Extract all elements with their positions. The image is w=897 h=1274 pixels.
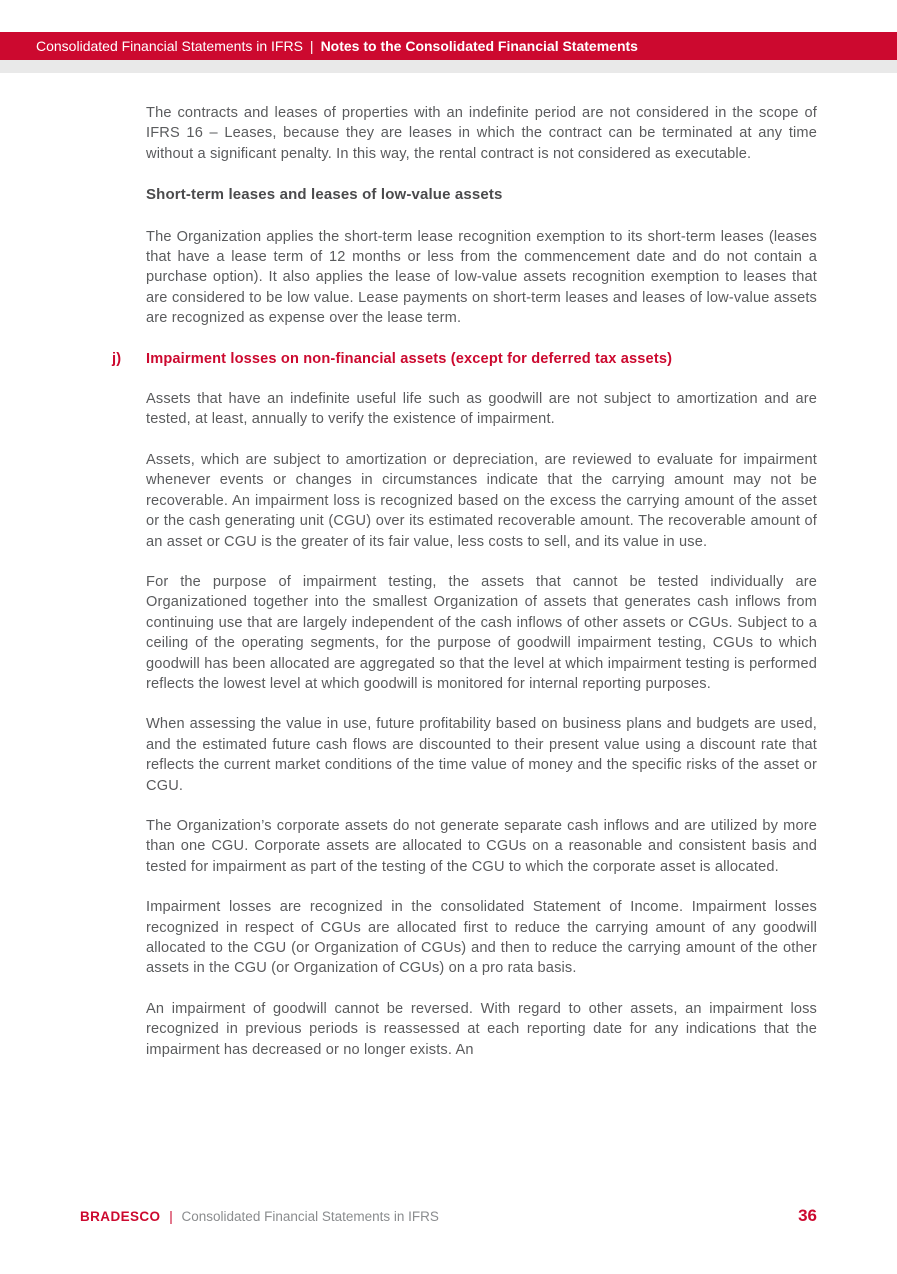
header-breadcrumb-right: Notes to the Consolidated Financial Statements <box>320 38 638 54</box>
header-divider: | <box>309 38 314 54</box>
paragraph-impairment-6: Impairment losses are recognized in the consolidated Statement of Income. Impairment losses recognized in respect of CGUs are allocated first to reduce the carrying amount of any goodwill allocated to the CGU (or Organization of CGUs) and then to reduce the carrying amount of the other assets in the CGU (or Organization of CGUs) on a pro rata basis. <box>146 899 817 977</box>
paragraph-impairment-1: Assets that have an indefinite useful life such as goodwill are not subject to amortization and are tested, at least, annually to verify the existence of impairment. <box>146 391 817 428</box>
paragraph-short-term-exemption: The Organization applies the short-term lease recognition exemption to its short-term leases (leases that have a lease term of 12 months or less from the commencement date and do not contain a purchase option). It also applies the lease of low-value assets recognition exemption to leases that are considered to be low value. Lease payments on short-term leases and leases of low-value assets are recognized as expense over the lease term. <box>146 228 817 327</box>
paragraph-impairment-2: Assets, which are subject to amortization or depreciation, are reviewed to evaluate for impairment whenever events or changes in circumstances indicate that the carrying amount may not be recoverable. An impairment loss is recognized based on the excess the carrying amount of the asset or the cash generating unit (CGU) over its estimated recoverable amount. The recoverable amount of an asset or CGU is the greater of its fair value, less costs to sell, and its value in use. <box>146 451 817 550</box>
header-shadow-strip <box>0 60 897 73</box>
paragraph-ifrs16-scope: The contracts and leases of properties with an indefinite period are not considered in the scope of IFRS 16 – Leases, because they are leases in which the contract can be terminated at any time without a significant penalty. In this way, the rental contract is not considered as executable. <box>146 105 817 162</box>
page-number: 36 <box>798 1206 817 1225</box>
item-j-heading <box>112 349 817 369</box>
item-j-title: Impairment losses on non-financial assets (except for deferred tax assets) <box>146 350 673 367</box>
page-header-bar <box>0 32 897 60</box>
footer-document-title: Consolidated Financial Statements in IFRS <box>181 1209 439 1224</box>
header-breadcrumb-left: Consolidated Financial Statements in IFRS <box>36 38 303 54</box>
paragraph-impairment-4: When assessing the value in use, future profitability based on business plans and budgets are used, and the estimated future cash flows are discounted to their present value using a discount rate that reflects the current market conditions of the time value of money and the specific risks of the asset or CGU. <box>146 716 817 794</box>
page-footer <box>80 1206 817 1226</box>
document-content <box>112 103 817 1080</box>
footer-brand: BRADESCO <box>80 1209 161 1224</box>
paragraph-impairment-3: For the purpose of impairment testing, the assets that cannot be tested individually are Organizationed together into the smallest Organization of assets that generates cash inflows from continuing use that are largely independent of the cash inflows of other assets or CGUs. Subject to a ceiling of the operating segments, for the purpose of goodwill impairment testing, CGUs to which goodwill has been allocated are aggregated so that the level at which impairment testing is performed reflects the lowest level at which goodwill is monitored for internal reporting purposes. <box>146 573 817 692</box>
paragraph-impairment-7: An impairment of goodwill cannot be reversed. With regard to other assets, an impairment loss recognized in previous periods is reassessed at each reporting date for any indications that the impairment has decreased or no longer exists. An <box>146 1000 817 1058</box>
paragraph-impairment-5: The Organization’s corporate assets do not generate separate cash inflows and are utilized by more than one CGU. Corporate assets are allocated to CGUs on a reasonable and consistent basis and tested for impairment as part of the testing of the CGU to which the corporate asset is allocated. <box>146 817 817 875</box>
item-j-label: j) <box>112 350 122 367</box>
footer-divider: | <box>169 1209 173 1224</box>
footer-left-group <box>80 1209 439 1224</box>
heading-short-term-leases: Short-term leases and leases of low-value assets <box>146 186 503 204</box>
